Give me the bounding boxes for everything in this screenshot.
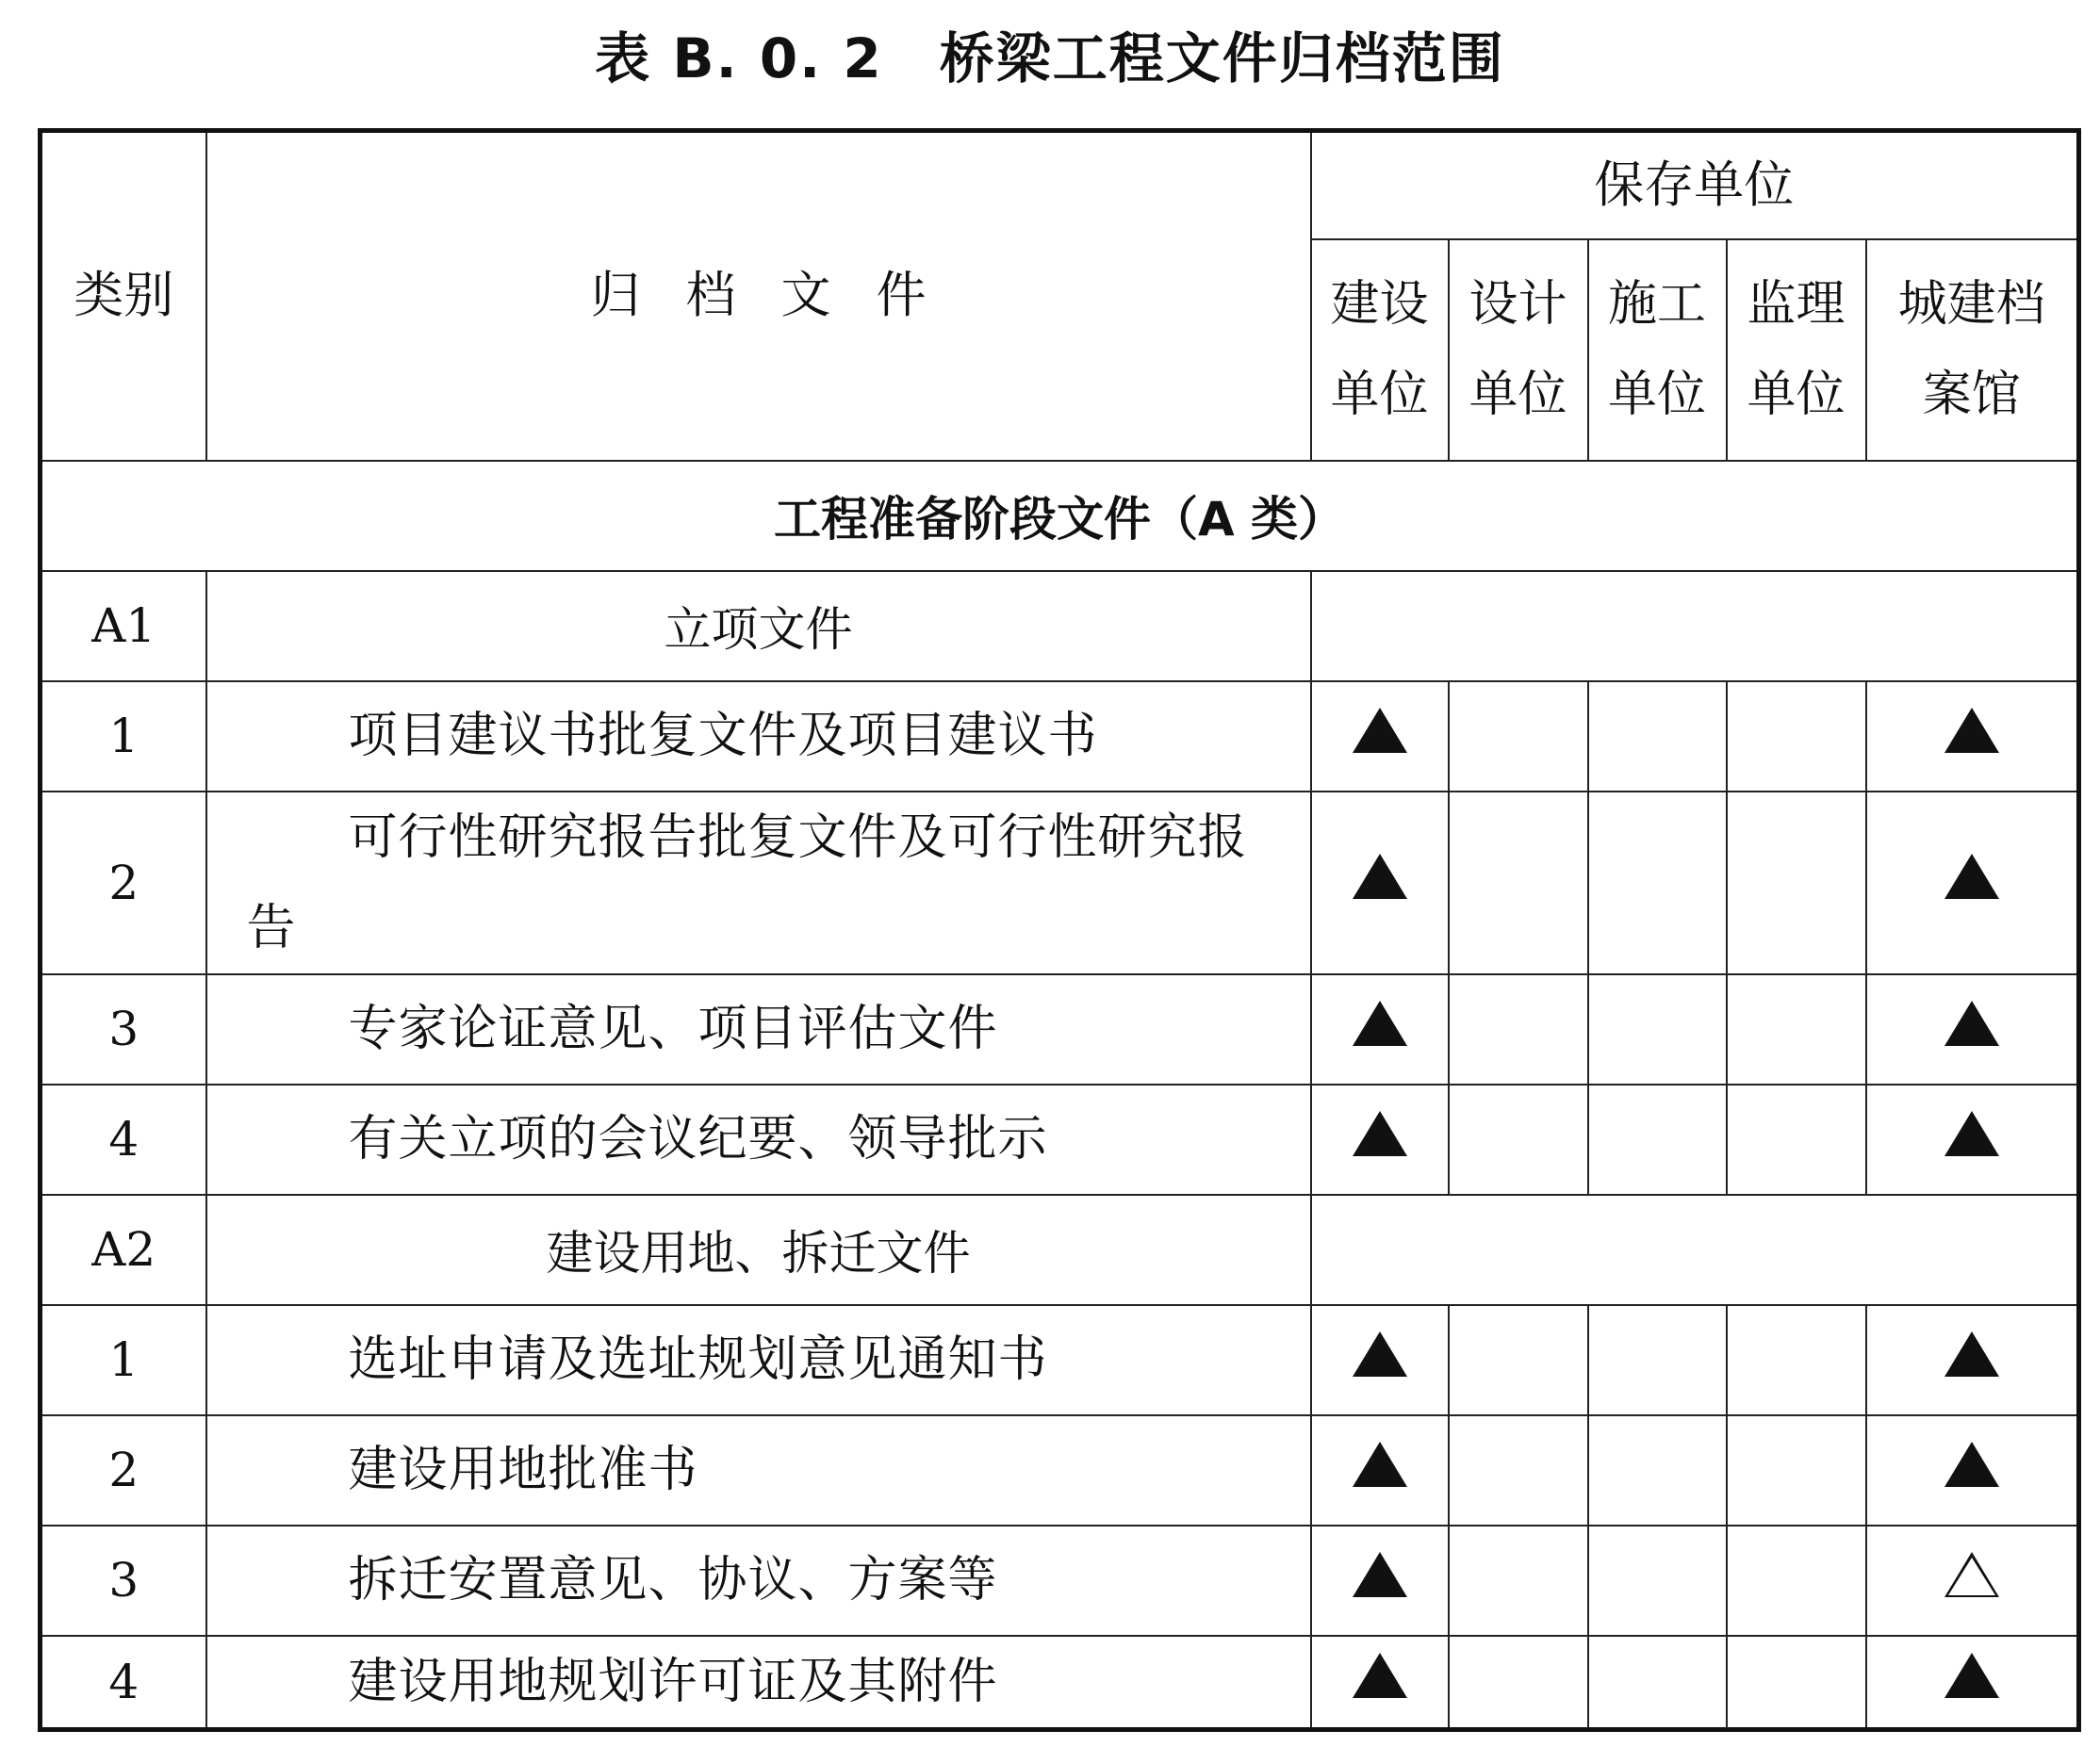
header-archive-docs: 归档文件 xyxy=(206,131,1311,461)
item-number: 4 xyxy=(41,1085,206,1195)
item-number: 2 xyxy=(41,1415,206,1526)
item-document-cell xyxy=(206,1636,1311,1730)
group-row xyxy=(41,1195,2079,1305)
unit-mark-cell xyxy=(1588,792,1727,974)
unit-mark-cell xyxy=(1311,974,1449,1085)
unit-mark-cell xyxy=(1449,1415,1588,1526)
filled-triangle-icon xyxy=(1353,854,1407,899)
archive-scope-table xyxy=(38,128,2081,1732)
page-title: 表 B. 0. 2 桥梁工程文件归档范围 xyxy=(595,26,1505,90)
header-storage-units: 保存单位 xyxy=(1311,131,2079,239)
unit-mark-cell xyxy=(1449,681,1588,792)
unit-mark-cell xyxy=(1449,1305,1588,1415)
unit-mark-cell xyxy=(1727,681,1866,792)
group-title: 建设用地、拆迁文件 xyxy=(206,1195,1311,1305)
unit-mark-cell xyxy=(1866,792,2079,974)
item-number: 4 xyxy=(41,1636,206,1730)
item-document-cell xyxy=(206,1526,1311,1636)
unit-mark-cell xyxy=(1588,1305,1727,1415)
unit-line2: 单位 xyxy=(1330,367,1429,423)
group-units-blank xyxy=(1311,1195,2079,1305)
filled-triangle-icon xyxy=(1353,1331,1407,1377)
unit-mark-cell xyxy=(1727,1415,1866,1526)
item-number: 1 xyxy=(41,1305,206,1415)
unit-mark-cell xyxy=(1866,974,2079,1085)
table-row xyxy=(41,681,2079,792)
group-title: 立项文件 xyxy=(206,571,1311,681)
table-row xyxy=(41,1305,2079,1415)
filled-triangle-icon xyxy=(1353,708,1407,753)
unit-mark-cell xyxy=(1866,1526,2079,1636)
filled-triangle-icon xyxy=(1944,708,1999,753)
item-number: 1 xyxy=(41,681,206,792)
item-document-cell xyxy=(206,1305,1311,1415)
filled-triangle-icon xyxy=(1353,1653,1407,1698)
item-document-cell xyxy=(206,974,1311,1085)
item-document-cell xyxy=(206,681,1311,792)
item-document: 拆迁安置意见、协议、方案等 xyxy=(348,1552,998,1608)
hollow-triangle-icon xyxy=(1944,1552,1999,1597)
unit-mark-cell xyxy=(1449,974,1588,1085)
unit-mark-cell xyxy=(1866,1085,2079,1195)
item-number: 3 xyxy=(41,1526,206,1636)
unit-mark-cell xyxy=(1588,1415,1727,1526)
unit-line1: 城建档 xyxy=(1897,276,2045,333)
group-code: A1 xyxy=(41,571,206,681)
unit-mark-cell xyxy=(1588,1085,1727,1195)
item-document-cell xyxy=(206,1415,1311,1526)
unit-mark-cell xyxy=(1311,1305,1449,1415)
unit-mark-cell xyxy=(1449,1636,1588,1730)
table-row xyxy=(41,1415,2079,1526)
item-document: 可行性研究报告批复文件及可行性研究报告 xyxy=(246,808,1248,956)
item-document: 项目建议书批复文件及项目建议书 xyxy=(348,708,1098,764)
filled-triangle-icon xyxy=(1353,1552,1407,1597)
filled-triangle-icon xyxy=(1944,1331,1999,1377)
item-number: 2 xyxy=(41,792,206,974)
unit-mark-cell xyxy=(1449,792,1588,974)
unit-mark-cell xyxy=(1727,1636,1866,1730)
item-document: 专家论证意见、项目评估文件 xyxy=(348,1001,998,1057)
unit-mark-cell xyxy=(1449,1526,1588,1636)
item-document: 建设用地批准书 xyxy=(348,1442,698,1498)
group-units-blank xyxy=(1311,571,2079,681)
unit-mark-cell xyxy=(1588,1636,1727,1730)
filled-triangle-icon xyxy=(1944,1653,1999,1698)
unit-mark-cell xyxy=(1727,974,1866,1085)
item-document: 建设用地规划许可证及其附件 xyxy=(348,1653,998,1710)
item-number: 3 xyxy=(41,974,206,1085)
unit-mark-cell xyxy=(1588,681,1727,792)
item-document: 选址申请及选址规划意见通知书 xyxy=(348,1331,1048,1388)
unit-mark-cell xyxy=(1311,1526,1449,1636)
section-title: 工程准备阶段文件（A 类） xyxy=(41,461,2079,571)
header-row-1 xyxy=(41,131,2079,239)
unit-line1: 监理 xyxy=(1747,276,1846,333)
unit-mark-cell xyxy=(1311,792,1449,974)
header-unit-contractor xyxy=(1588,239,1727,461)
unit-mark-cell xyxy=(1588,974,1727,1085)
header-unit-construction xyxy=(1311,239,1449,461)
filled-triangle-icon xyxy=(1944,1111,1999,1156)
item-document-cell xyxy=(206,1085,1311,1195)
table-row xyxy=(41,974,2079,1085)
unit-line2: 单位 xyxy=(1607,367,1706,423)
unit-mark-cell xyxy=(1727,1085,1866,1195)
unit-mark-cell xyxy=(1866,1415,2079,1526)
unit-mark-cell xyxy=(1866,681,2079,792)
filled-triangle-icon xyxy=(1353,1442,1407,1487)
header-unit-urban-archive xyxy=(1866,239,2079,461)
unit-line2: 单位 xyxy=(1468,367,1567,423)
unit-mark-cell xyxy=(1311,681,1449,792)
group-code: A2 xyxy=(41,1195,206,1305)
table-row xyxy=(41,1085,2079,1195)
unit-line1: 施工 xyxy=(1607,276,1706,333)
header-unit-supervisor xyxy=(1727,239,1866,461)
table-row xyxy=(41,792,2079,974)
unit-mark-cell xyxy=(1866,1636,2079,1730)
unit-mark-cell xyxy=(1588,1526,1727,1636)
unit-mark-cell xyxy=(1311,1636,1449,1730)
filled-triangle-icon xyxy=(1944,854,1999,899)
unit-mark-cell xyxy=(1866,1305,2079,1415)
section-row xyxy=(41,461,2079,571)
unit-mark-cell xyxy=(1449,1085,1588,1195)
table-row xyxy=(41,1526,2079,1636)
unit-mark-cell xyxy=(1727,1526,1866,1636)
table-body xyxy=(41,131,2079,1730)
header-unit-design xyxy=(1449,239,1588,461)
item-document: 有关立项的会议纪要、领导批示 xyxy=(348,1111,1048,1167)
unit-mark-cell xyxy=(1727,792,1866,974)
filled-triangle-icon xyxy=(1353,1001,1407,1046)
group-row xyxy=(41,571,2079,681)
filled-triangle-icon xyxy=(1353,1111,1407,1156)
table-row xyxy=(41,1636,2079,1730)
unit-mark-cell xyxy=(1311,1415,1449,1526)
unit-mark-cell xyxy=(1311,1085,1449,1195)
unit-line1: 设计 xyxy=(1468,276,1567,333)
unit-line2: 单位 xyxy=(1747,367,1846,423)
unit-mark-cell xyxy=(1727,1305,1866,1415)
unit-line2: 案馆 xyxy=(1922,367,2021,423)
header-category: 类别 xyxy=(41,131,206,461)
filled-triangle-icon xyxy=(1944,1001,1999,1046)
item-document-cell xyxy=(206,792,1311,974)
unit-line1: 建设 xyxy=(1330,276,1429,333)
filled-triangle-icon xyxy=(1944,1442,1999,1487)
